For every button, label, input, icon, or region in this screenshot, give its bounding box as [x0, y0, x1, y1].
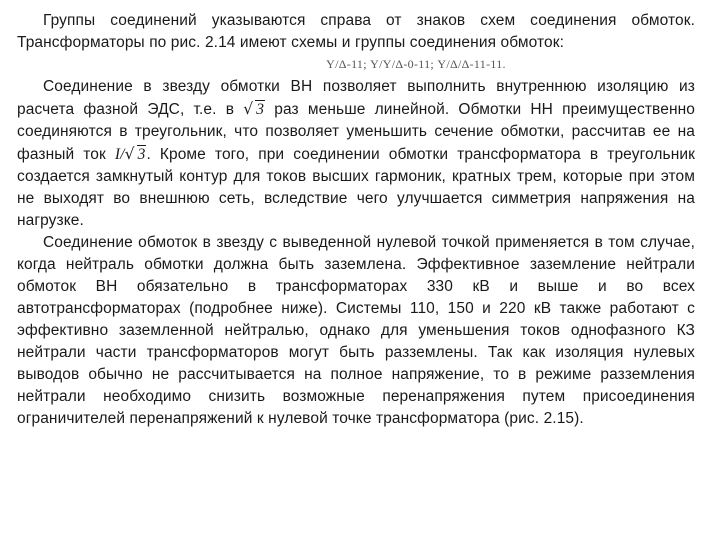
paragraph-star-delta: [17, 76, 695, 232]
current-symbol: I/: [114, 146, 125, 163]
document-page: [17, 10, 695, 430]
radical-argument-2: 3: [137, 146, 146, 163]
sqrt-three-formula: [243, 101, 265, 118]
radical-symbol: √: [243, 100, 254, 118]
connection-schemes-formula: Y/Δ-11; Y/Y/Δ-0-11; Y/Δ/Δ-11-11.: [326, 57, 506, 71]
radical-symbol-2: √: [124, 145, 135, 163]
sqrt-three-formula-2: [125, 146, 147, 163]
radical-argument: 3: [256, 101, 265, 118]
paragraph-star-delta-text-2: раз меньше линейной. Обмотки НН преимущественно соединяются в треугольник, что позволяет уменьшить сечение обмотки, рассчитав ее на фазный ток: [17, 101, 695, 163]
paragraph-neutral-grounding: Соединение обмоток в звезду с выведенной нулевой точкой применяется в том случае, когда нейтраль обмотки должна быть заземлена. Эффективное заземление нейтрали обмоток ВН обязательно в трансформаторах 330 кВ и выше и во всех автотрансформаторах (подробнее ниже). Системы 110, 150 и 220 кВ также работают с эффективно заземленной нейтралью, однако для уменьшения токов однофазного КЗ нейтрали части трансформаторов могут быть разземлены. Так как изоляция нулевых выводов обычно не рассчитывается на полное напряжение, то в режиме разземления нейтрали необходимо снизить возможные перенапряжения путем присоединения ограничителей перенапряжений к нулевой точке трансформатора (рис. 2.15).: [17, 234, 695, 427]
paragraph-star-delta-text-3: . Кроме того, при соединении обмотки трансформатора в треугольник создается замкнутый контур для токов высших гармоник, кратных трем, которые при этом не выходят во внешнюю сеть, вследствие чего улучшается симметрия напряжения на нагрузке.: [17, 146, 695, 229]
paragraph-connection-groups: Группы соединений указываются справа от знаков схем соединения обмоток. Трансформаторы по рис. 2.14 имеют схемы и группы соединения обмоток:: [17, 12, 695, 51]
paragraph-star-delta-text-1: Соединение в звезду обмотки ВН позволяет выполнить внутреннюю изоляцию из расчета фазной ЭДС, т.е. в: [17, 78, 695, 118]
